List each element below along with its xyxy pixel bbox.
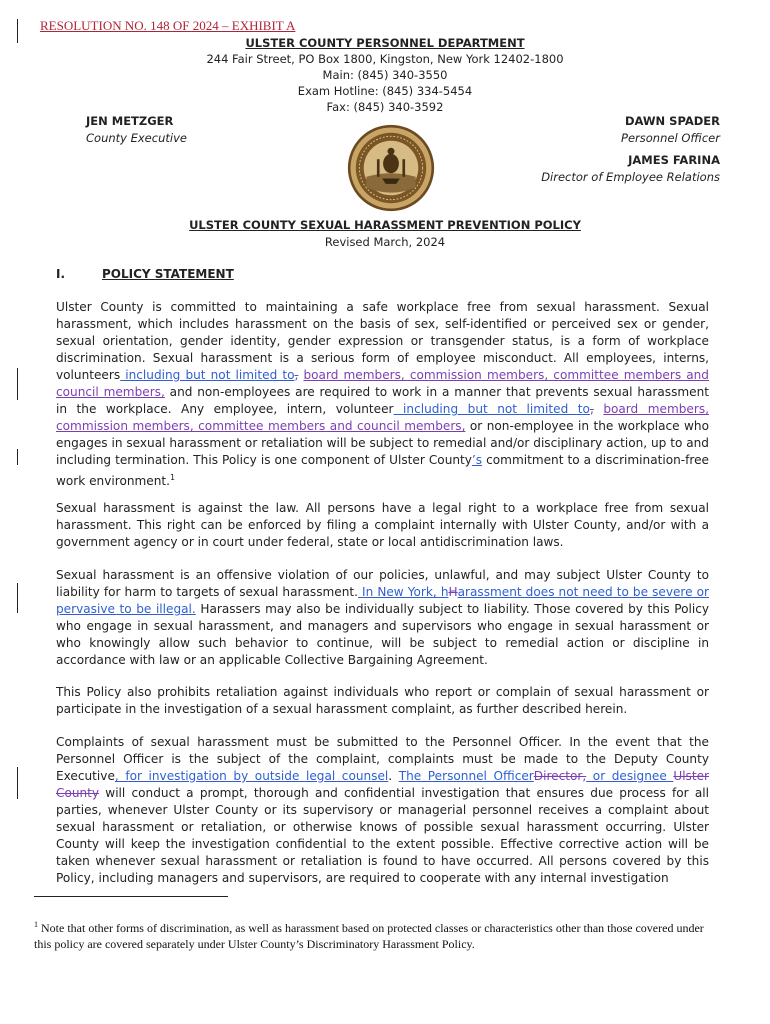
paragraph-4: This Policy also prohibits retaliation against individuals who report or complain of sexual harassment or participate in the investigation of a sexual harassment complaint, as further described herein. bbox=[56, 685, 709, 716]
p5-text-d: will conduct a prompt, thorough and confidential investigation that ensures due process for all parties, whenever Ulster County or its supervisory or managerial personnel receives a complaint about sexual harassment or retaliation, or otherwise knows of possible sexual harassment occurring. Ulster County will keep the investigation confidential to the extent possible. Effective corrective action will be taken whenever sexual harassment or retaliation is found to have occurred. All persons covered by this Policy, including managers and supervisors, are required to cooperate with any internal investigation bbox=[56, 786, 709, 885]
p3-delete-1: H bbox=[448, 585, 458, 599]
revision-bar bbox=[17, 583, 18, 613]
p5-insert-1: , for investigation by outside legal counsel bbox=[114, 769, 389, 783]
p5-text-c: or designee bbox=[586, 769, 674, 783]
revision-bar bbox=[17, 449, 18, 465]
resolution-label: RESOLUTION NO. 148 OF 2024 – EXHIBIT A bbox=[40, 18, 296, 33]
personnel-officers-block bbox=[541, 113, 720, 186]
footnote bbox=[34, 917, 724, 952]
p1-text-c: and non-employees are required to work in a manner that prevents sexual harassment in the workplace. Any employee, intern, volunteer bbox=[56, 385, 710, 416]
p5-delete-1: Director, bbox=[533, 769, 587, 783]
county-executive-block bbox=[86, 113, 187, 147]
personnel-officer-title: Personnel Officer bbox=[621, 131, 720, 145]
paragraph-3 bbox=[56, 567, 709, 669]
p1-insert-4: board members, commission members, committee members and council members, bbox=[56, 402, 709, 433]
p3-text-b: Harassers may also be individually subject to liability. Those covered by this Policy who engage in sexual harassment, and managers and supervisors who engage in sexual harassment or who knowingly allow such behavior to continue, will be subject to remedial action or discipline in accordance with law or an applicable Collective Bargaining Agreement. bbox=[56, 602, 709, 667]
p1-insert-3: including but not limited to bbox=[393, 402, 590, 416]
p5-text-b: . bbox=[388, 769, 399, 783]
p3-insert-1: In New York, h bbox=[357, 585, 449, 599]
revision-bar bbox=[17, 368, 18, 400]
p1-text-e: or non-employee in the workplace who engages in sexual harassment or retaliation will be subject to remedial and/or disciplinary action, up to and including termination. This Policy is one component of Ulster County bbox=[56, 419, 709, 467]
p1-delete-2: , bbox=[589, 402, 594, 416]
department-header bbox=[0, 35, 770, 115]
policy-revised-date: Revised March, 2024 bbox=[324, 235, 446, 249]
paragraph-2: Sexual harassment is against the law. All persons have a legal right to a workplace free from sexual harassment. This right can be enforced by filing a complaint internally with Ulster County, and/or with a government agency or in court under federal, state or local antidiscrimination laws. bbox=[56, 501, 709, 549]
p3-insert-2: arassment does not need to be severe or pervasive to be illegal. bbox=[56, 585, 709, 616]
department-name: ULSTER COUNTY PERSONNEL DEPARTMENT bbox=[245, 36, 525, 50]
footnote-ref: 1 bbox=[169, 473, 176, 482]
county-executive-name: JEN METZGER bbox=[86, 114, 174, 128]
section-number: I. bbox=[56, 267, 66, 281]
personnel-officer-name: DAWN SPADER bbox=[624, 114, 720, 128]
policy-heading bbox=[0, 217, 770, 251]
p1-insert-5: ’s bbox=[471, 453, 483, 467]
p3-text-a: Sexual harassment is an offensive violation of our policies, unlawful, and may subject Ulster County to liability for harm to targets of sexual harassment. bbox=[56, 568, 709, 599]
paragraph-5 bbox=[56, 734, 709, 887]
p5-delete-2: Ulster County bbox=[56, 769, 710, 800]
p1-text-a: Ulster County is committed to maintaining a safe workplace free from sexual harassment. Sexual harassment, which includes harassment on the basis of sex, self-identified or perceived sex or gender, sexual orientation, gender identity, gender expression or transgender status, is a form of workplace discrimination. Sexual harassment is a serious form of employee misconduct. All employees, interns, volunteers bbox=[56, 300, 709, 382]
department-address: 244 Fair Street, PO Box 1800, Kingston, New York 12402-1800 bbox=[206, 52, 564, 66]
main-phone: Main: (845) 340-3550 bbox=[322, 68, 448, 82]
p1-insert-1: including but not limited to bbox=[120, 368, 295, 382]
revision-bar bbox=[17, 767, 18, 799]
paragraph-1 bbox=[56, 299, 709, 490]
p1-text-f: commitment to a discrimination-free work environment. bbox=[56, 453, 709, 489]
county-seal-icon bbox=[347, 124, 435, 212]
section-heading bbox=[56, 267, 234, 281]
p1-text-d bbox=[594, 402, 604, 416]
footnote-divider bbox=[34, 896, 228, 897]
county-executive-title: County Executive bbox=[86, 131, 187, 145]
p1-delete-1: , bbox=[294, 368, 299, 382]
exam-hotline: Exam Hotline: (845) 334-5454 bbox=[297, 84, 473, 98]
footnote-number: 1 bbox=[34, 920, 38, 929]
employee-relations-director-title: Director of Employee Relations bbox=[541, 170, 720, 184]
footnote-text: Note that other forms of discrimination, as well as harassment based on protected classes or characteristics other than those covered under this policy are covered separately under Ulster County’s Discriminatory Harassment Policy. bbox=[34, 921, 704, 951]
p5-insert-2: The Personnel Officer bbox=[398, 769, 534, 783]
policy-title: ULSTER COUNTY SEXUAL HARASSMENT PREVENTION POLICY bbox=[189, 218, 581, 232]
p5-text-a: Complaints of sexual harassment must be submitted to the Personnel Officer. In the event that the Personnel Officer is the subject of the complaint, complaints must be made to the Deputy County Executive bbox=[56, 735, 709, 783]
section-title: POLICY STATEMENT bbox=[102, 267, 234, 281]
p1-insert-2: board members, commission members, committee members and council members, bbox=[56, 368, 709, 399]
fax-number: Fax: (845) 340-3592 bbox=[326, 100, 444, 114]
employee-relations-director-name: JAMES FARINA bbox=[628, 153, 720, 167]
